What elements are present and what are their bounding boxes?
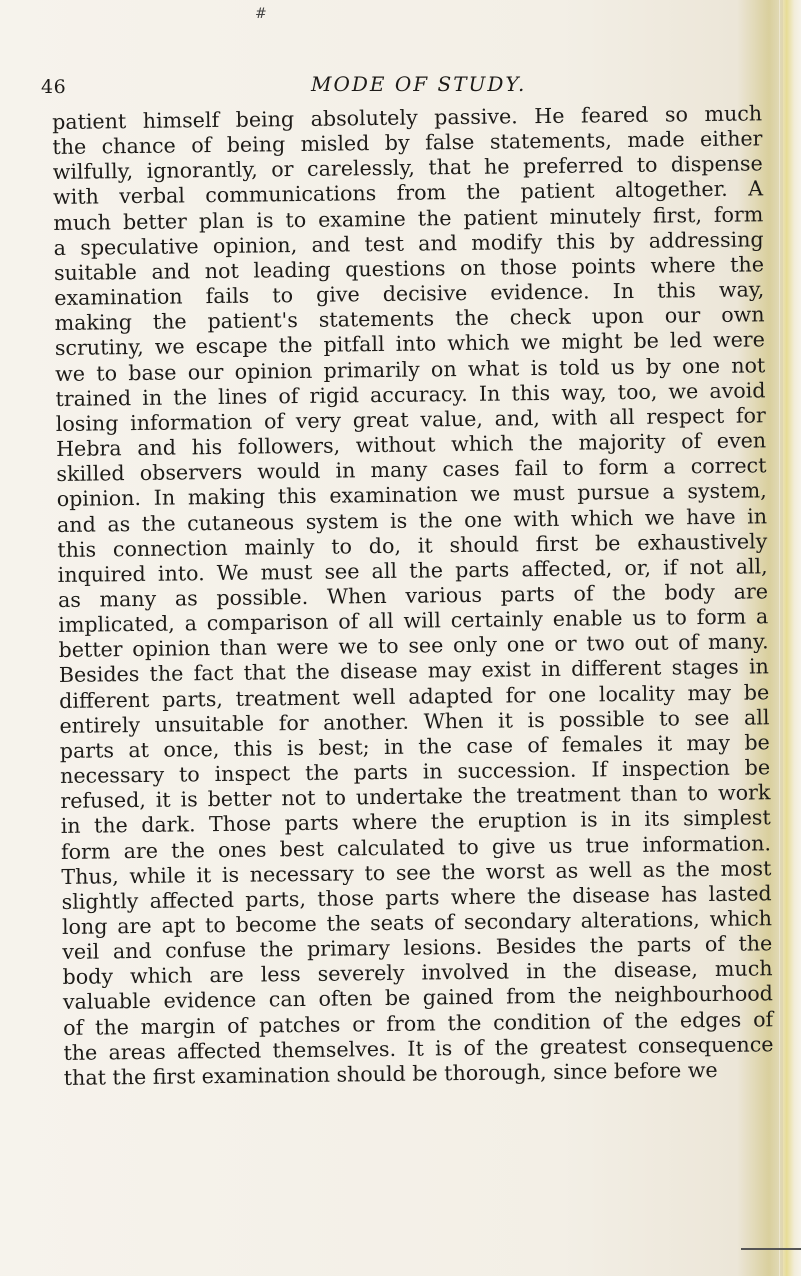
text-line: refused, it is better not to undertake the treatment than to work: [60, 780, 771, 814]
text-line: opinion. In making this examination we must pursue a system,: [56, 478, 767, 512]
text-line: Besides the fact that the disease may exist in different stages in: [58, 654, 770, 688]
text-line: parts at once, this is best; in the case of females it may be: [59, 730, 770, 763]
text-line: long are apt to become the seats of secondary alterations, which: [61, 906, 773, 939]
text-line: as many as possible. When various parts of the body are: [57, 579, 769, 612]
text-line: the chance of being misled by false statements, made either: [52, 126, 763, 160]
text-line: form are the ones best calculated to give us true information.: [60, 830, 772, 864]
text-line: this connection mainly to do, it should first be exhaustively: [57, 528, 768, 562]
text-line: different parts, treatment well adapted for one locality may be: [59, 679, 770, 713]
text-line: better opinion than were we to see only one or two out of many.: [58, 629, 769, 663]
page-edge-shadow: [780, 0, 783, 1276]
text-line: suitable and not leading questions on those points where the: [53, 252, 765, 285]
text-line: patient himself being absolutely passive. He feared so much: [52, 101, 763, 134]
text-line: in the dark. Those parts where the eruption is in its simplest: [60, 805, 771, 839]
text-line: implicated, a comparison of all will certainly enable us to form a: [58, 604, 769, 638]
text-line: and as the cutaneous system is the one with which we have in: [56, 503, 768, 537]
text-line: Thus, while it is necessary to see the worst as well as the most: [61, 855, 772, 889]
text-line: wilfully, ignorantly, or carelessly, that he preferred to dispense: [52, 151, 763, 185]
running-title: MODE OF STUDY.: [311, 72, 527, 96]
page-number: 46: [41, 76, 67, 98]
stray-ink-mark: #: [255, 6, 267, 22]
text-line: making the patient's statements the check upon our own: [54, 302, 765, 336]
text-line: the areas affected themselves. It is of the greatest consequence: [63, 1032, 774, 1065]
page-header: [41, 72, 741, 102]
body-paragraph: [52, 101, 774, 1091]
text-line: valuable evidence can often be gained from the neighbourhood: [62, 981, 773, 1015]
text-line: Hebra and his followers, without which the majority of even: [55, 428, 767, 462]
text-line: much better plan is to examine the patient minutely first, form: [53, 201, 764, 235]
text-line: of the margin of patches or from the condition of the edges of: [63, 1006, 774, 1040]
text-line: trained in the lines of rigid accuracy. In this way, too, we avoid: [55, 378, 766, 411]
text-line: with verbal communications from the patient altogether. A: [52, 176, 764, 210]
text-line: scrutiny, we escape the pitfall into which we might be led were: [54, 327, 766, 361]
text-line: body which are less severely involved in the disease, much: [62, 956, 773, 990]
text-line: we to base our opinion primarily on what is told us by one not: [55, 352, 766, 386]
text-line: losing information of very great value, and, with all respect for: [55, 403, 766, 436]
text-line: skilled observers would in many cases fail to form a correct: [56, 453, 767, 487]
text-line: that the first examination should be thorough, since before we: [63, 1057, 718, 1090]
text-line: necessary to inspect the parts in succession. If inspection be: [59, 755, 771, 789]
text-line: a speculative opinion, and test and modify this by addressing: [53, 227, 764, 260]
bottom-edge-rule: [741, 1248, 801, 1250]
text-line: examination fails to give decisive evidence. In this way,: [54, 277, 765, 311]
text-line: inquired into. We must see all the parts affected, or, if not all,: [57, 554, 768, 587]
text-line: slightly affected parts, those parts where the disease has lasted: [61, 881, 772, 914]
text-line: veil and confuse the primary lesions. Besides the parts of the: [62, 931, 773, 965]
text-line: entirely unsuitable for another. When it is possible to see all: [59, 705, 770, 738]
